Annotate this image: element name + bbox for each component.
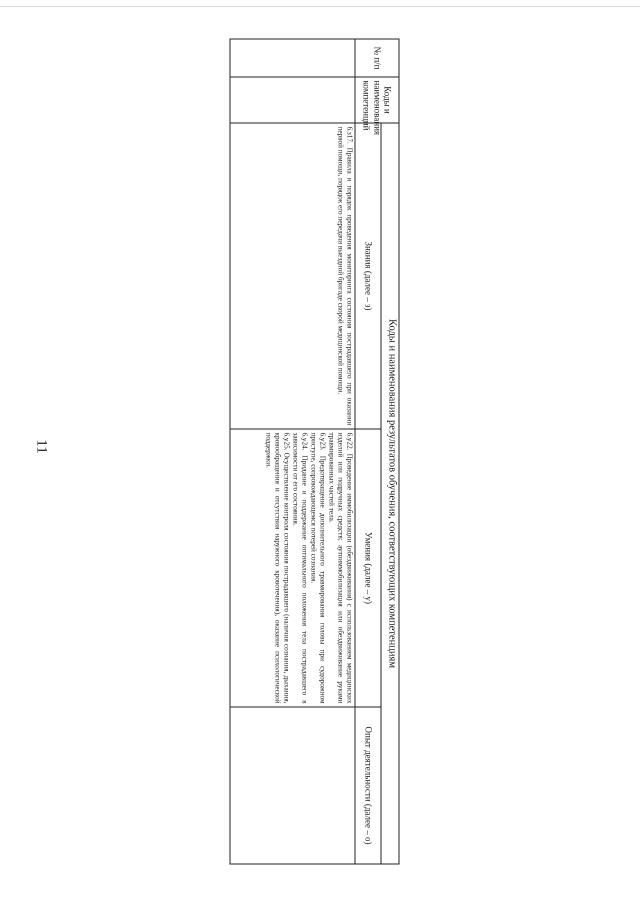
header-num: № п/п: [355, 39, 399, 77]
skill-item: 6.у25. Осуществление контроля состояния пострадавшего (наличия сознания, дыхания, кровообращения и отсутствия наружного кровотечения), оказание психологической поддержки.: [264, 432, 291, 704]
knowledge-item: 6.з17. Правила и порядок проведения мониторинга состояния пострадавшего при оказании первой помощи, порядок его передачи выездной бригаде скорой медицинской помощи.: [336, 126, 354, 426]
competency-table: [230, 39, 400, 865]
skill-item: 6.у22. Проведение иммобилизации (обездвиживания) с использованием медицинских изделий или подручных средств; аутоиммобилизация или обездвиживание руками травмированных частей тела.: [327, 432, 354, 704]
skill-item: 6.у24. Придание и поддержание оптимального положения тела пострадавшего в зависимости от его состояния.: [291, 432, 309, 704]
scan-edge-top: [0, 6, 640, 7]
header-results-group: Коды и наименования результатов обучения, соответствующих компетенциям: [381, 123, 399, 864]
cell-num: [230, 39, 355, 77]
header-experience: Опыт деятельности (далее – о): [355, 707, 381, 864]
competency-table-sheet: [230, 39, 400, 864]
header-skills: Умения (далее – у): [355, 429, 381, 707]
cell-skills: [230, 429, 355, 707]
header-knowledge: Знания (далее – з): [355, 123, 381, 429]
page-number: 11: [33, 439, 50, 454]
cell-experience: [230, 707, 355, 864]
table-row: [230, 39, 355, 864]
cell-knowledge: [230, 123, 355, 429]
cell-codes: [230, 77, 355, 123]
header-codes: Коды и наименования компетенций: [355, 77, 399, 123]
skill-item: 6.у23. Предотвращение дополнительного травмирования головы при судорожном приступе, сопровождающемся потерей сознания.: [309, 432, 327, 704]
